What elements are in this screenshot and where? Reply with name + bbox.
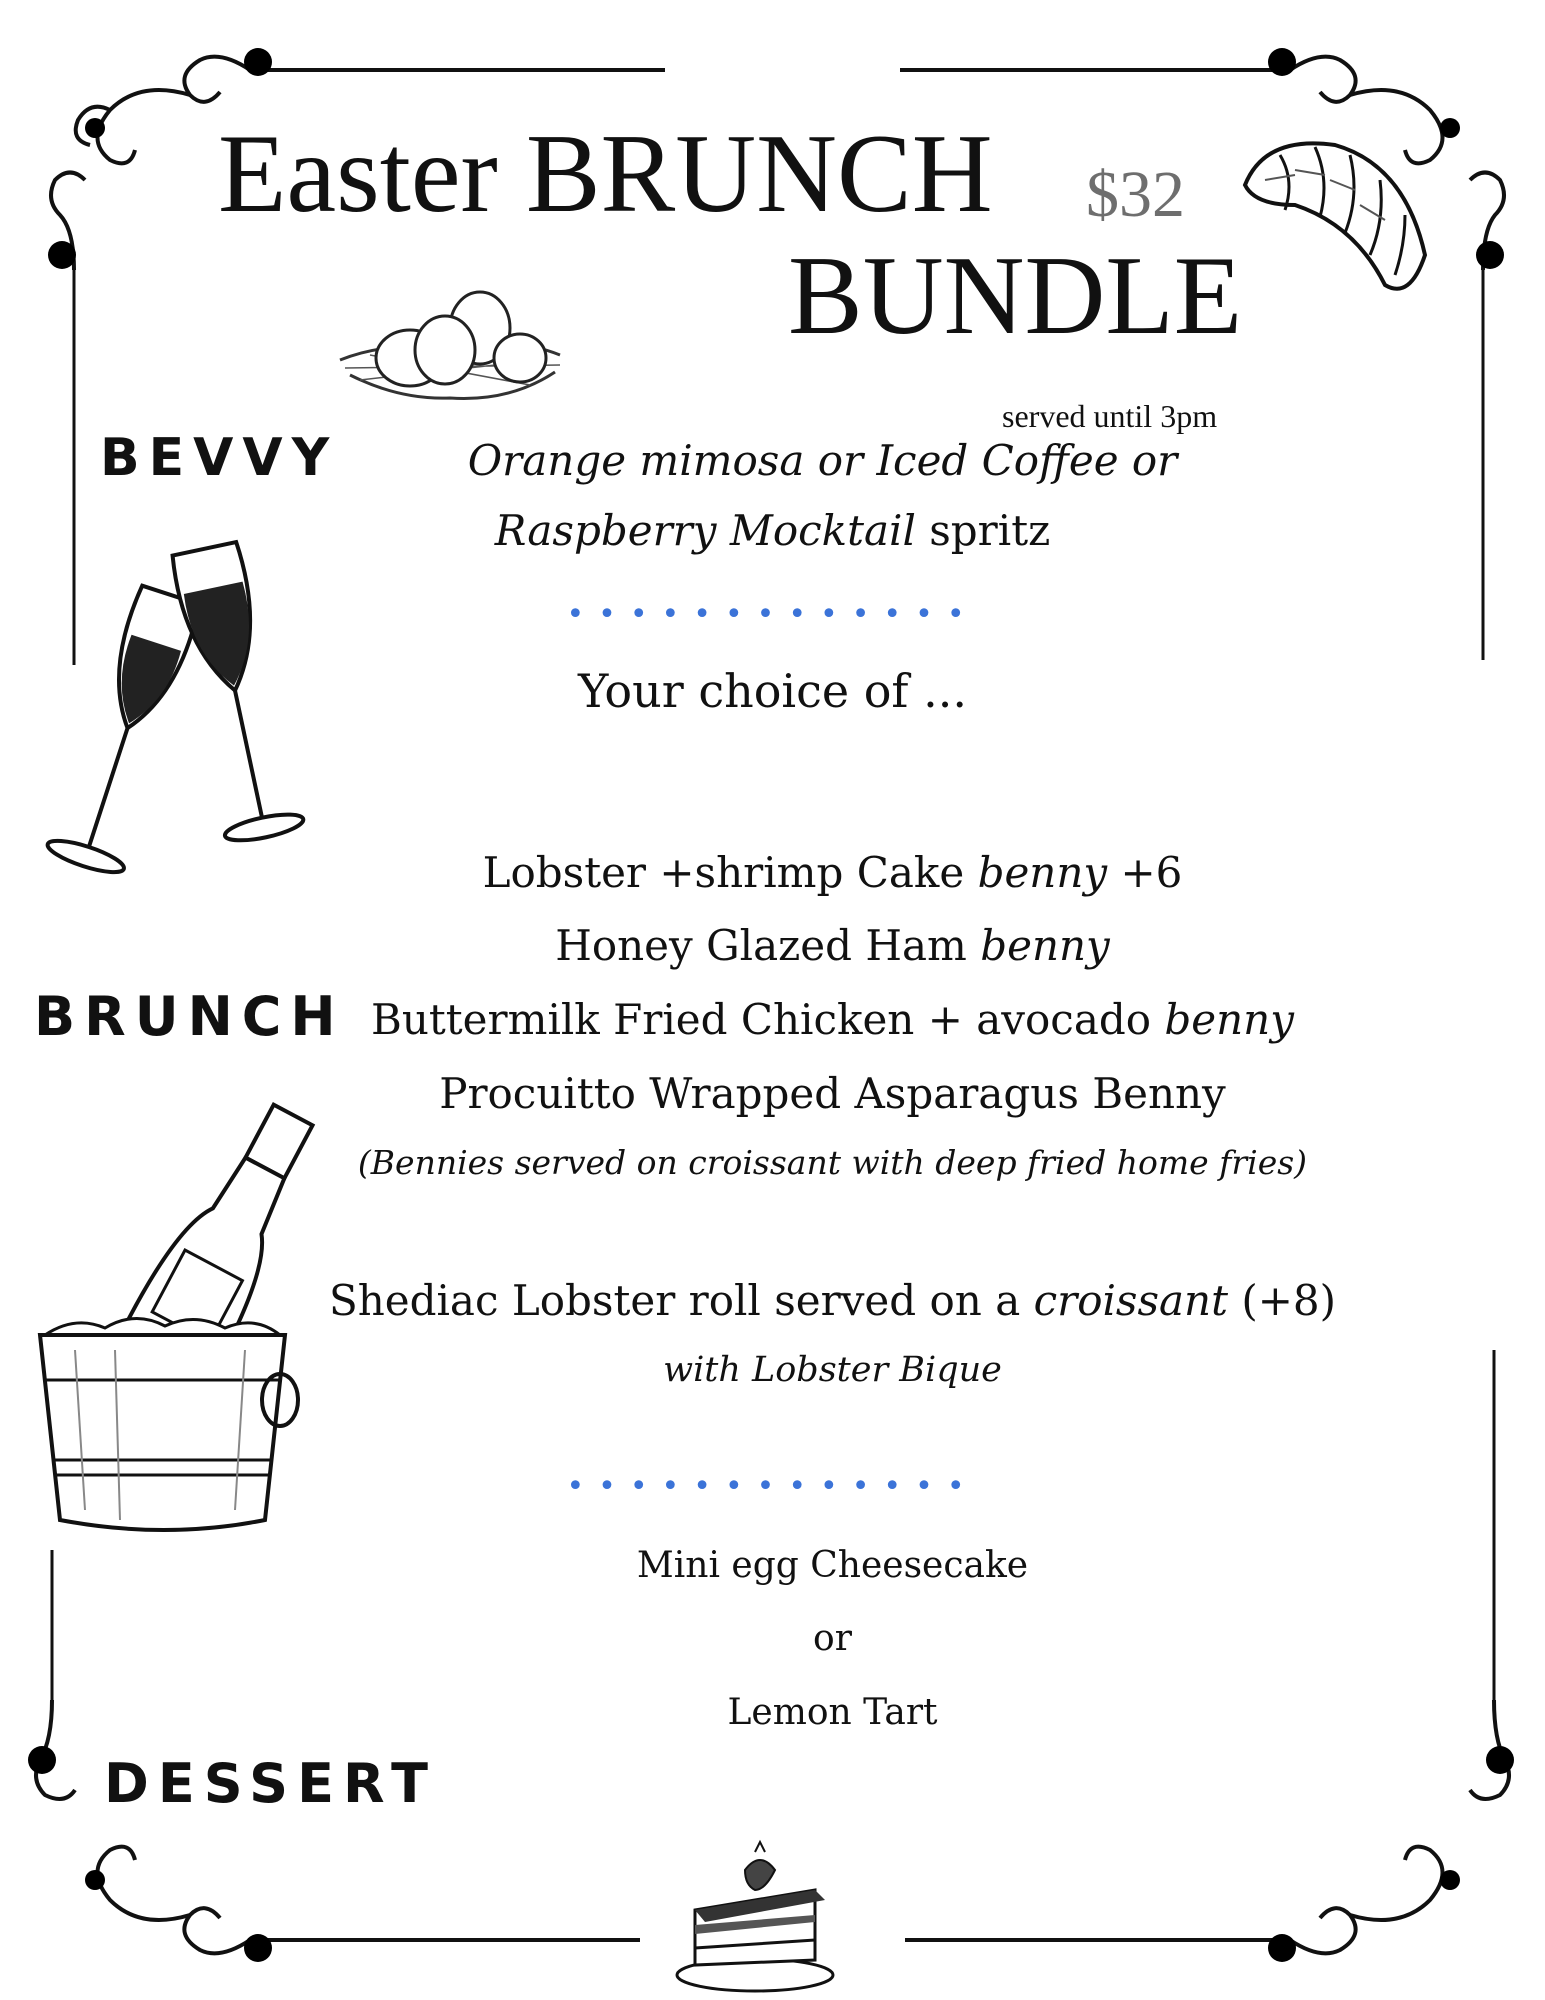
divider-dots-1: ••••••••••••• [566, 597, 979, 632]
section-heading-dessert: DESSERT [104, 1752, 437, 1815]
cake-slice-icon [665, 1830, 845, 2000]
brunch-item [60, 995, 1545, 1044]
brunch-item-text: Buttermilk Fried Chicken + avocado [371, 995, 1165, 1044]
price: $32 [1086, 158, 1185, 231]
bevvy-line-1: Orange mimosa or Iced Coffee or [467, 436, 1178, 485]
bevvy-line-2-italic: Raspberry Mocktail [494, 506, 916, 555]
brunch-item-italic: benny [1164, 995, 1294, 1044]
brunch-note: (Bennies served on croissant with deep fried home fries) [357, 1143, 1308, 1182]
title-line-1: Easter BRUNCH [218, 112, 993, 236]
corner-ornament-bottom-right [1268, 1700, 1514, 1962]
brunch-item-text: Procuitto Wrapped Asparagus Benny [439, 1069, 1226, 1118]
croissant-icon [1235, 125, 1435, 305]
lobster-roll-extra: (+8) [1228, 1276, 1337, 1325]
lobster-roll-subline: with Lobster Bique [663, 1350, 1002, 1390]
brunch-item-extra: +6 [1107, 848, 1183, 897]
brunch-item-text: Honey Glazed Ham [555, 921, 981, 970]
choice-heading: Your choice of ... [578, 664, 967, 718]
brunch-item-italic: benny [980, 921, 1110, 970]
dessert-item-1: Mini egg Cheesecake [636, 1545, 1029, 1586]
bevvy-line-2-rest: spritz [915, 506, 1051, 555]
brunch-item [60, 848, 1545, 897]
brunch-item-italic: benny [977, 848, 1108, 897]
lobster-roll-italic: croissant [1033, 1276, 1228, 1325]
dessert-item-2: Lemon Tart [727, 1692, 938, 1733]
corner-ornament-bottom-left [28, 1700, 272, 1962]
section-heading-bevvy: BEVVY [100, 428, 339, 488]
lobster-roll-text: Shediac Lobster roll served on a [328, 1276, 1034, 1325]
served-until-text: served until 3pm [1002, 398, 1218, 434]
title-line-2: BUNDLE [788, 234, 1243, 358]
eggs-nest-icon [330, 280, 570, 420]
brunch-item [60, 921, 1545, 970]
divider-dots-2: ••••••••••••• [566, 1469, 979, 1504]
section-heading-brunch: BRUNCH [34, 985, 345, 1048]
brunch-item-text: Lobster +shrimp Cake [482, 848, 978, 897]
dessert-or: or [813, 1618, 852, 1659]
